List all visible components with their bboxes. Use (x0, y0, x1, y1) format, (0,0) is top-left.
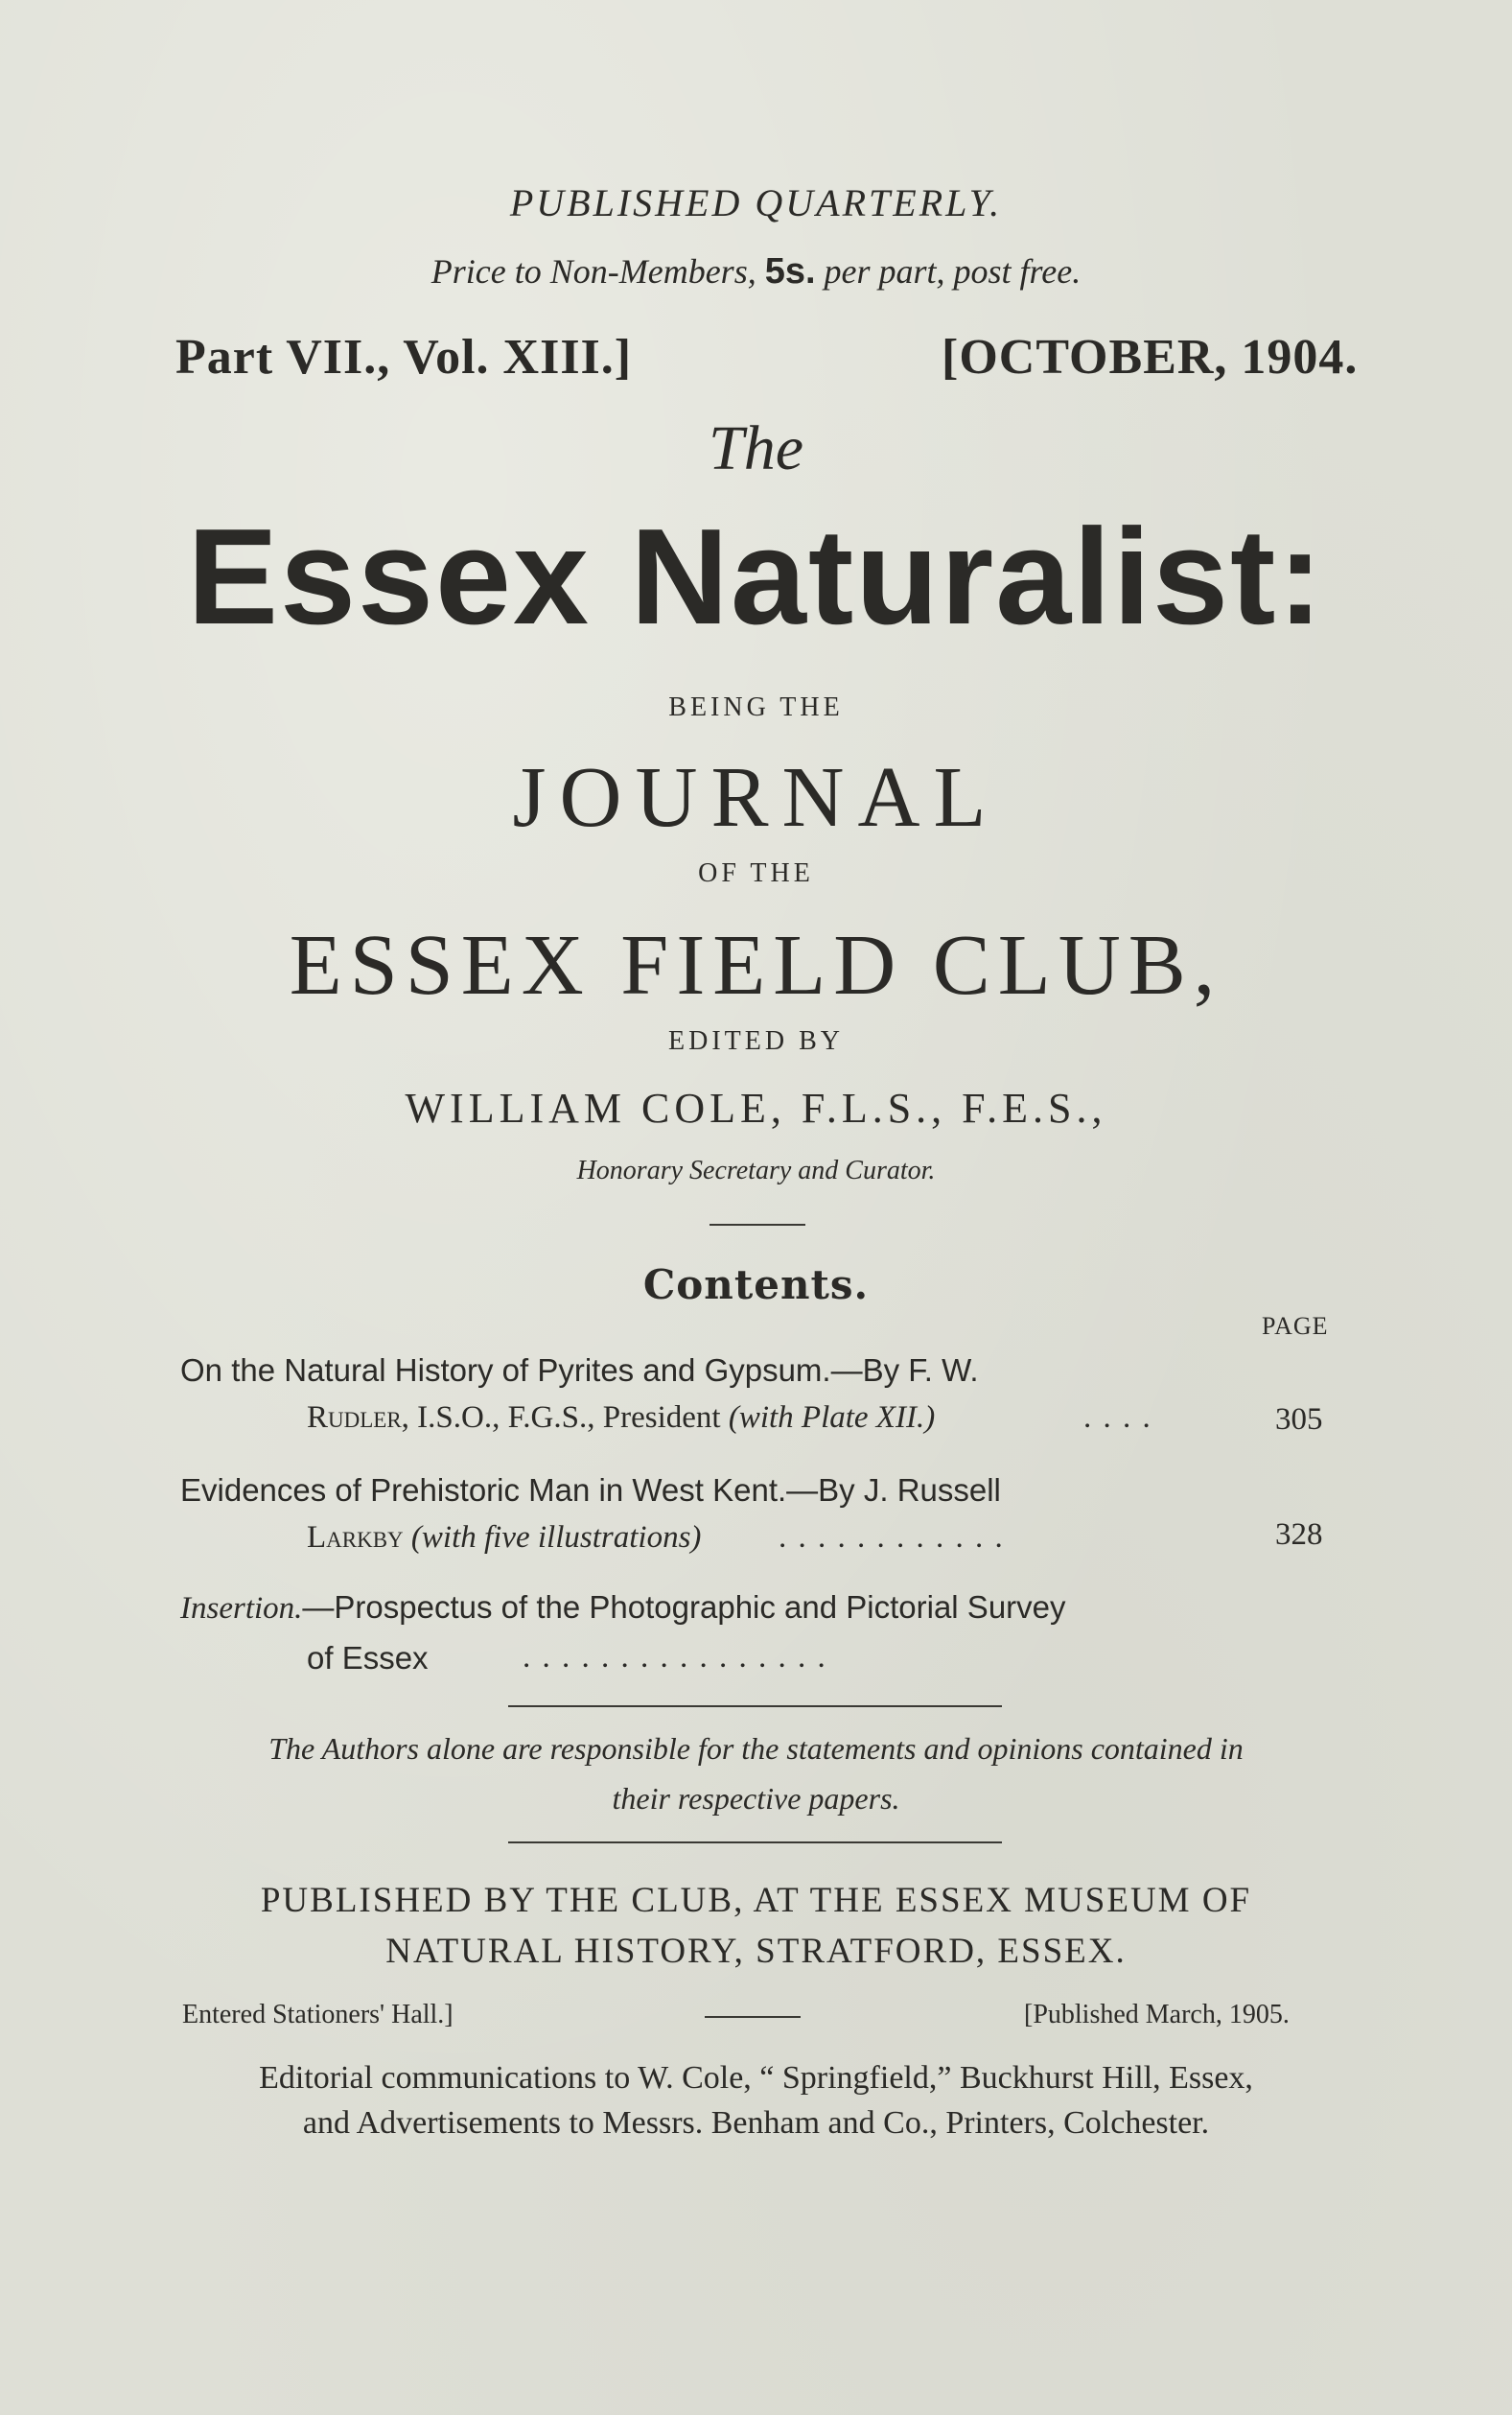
entry-1-role: President (602, 1400, 721, 1435)
issue-date: [OCTOBER, 1904. (942, 330, 1359, 385)
of-the-line: OF THE (698, 858, 814, 888)
entry-3-label: Insertion. (180, 1591, 303, 1626)
price-prefix: Price to Non-Members, (430, 252, 756, 291)
publication-date: [Published March, 1905. (1024, 2000, 1290, 2029)
contents-heading: Contents. (642, 1261, 870, 1308)
entry-1-leader-dots: . . . . (1083, 1400, 1152, 1435)
divider-rule-2 (508, 1841, 1002, 1843)
price-suffix: per part, post free. (824, 252, 1082, 291)
section-divider (709, 1224, 805, 1226)
entry-3-title: —Prospectus of the Photographic and Pictorial Survey (302, 1589, 1066, 1625)
contents-entry-2-line2 (307, 1520, 701, 1556)
editor-role: Honorary Secretary and Curator. (576, 1156, 936, 1185)
publisher-line-2: NATURAL HISTORY, STRATFORD, ESSEX. (385, 1932, 1127, 1971)
entry-2-leader-dots: . . . . . . . . . . . . (779, 1520, 1005, 1555)
club-name: ESSEX FIELD CLUB, (289, 918, 1223, 1013)
contents-entry-3-line1 (180, 1589, 1066, 1627)
being-the-line: BEING THE (668, 692, 844, 722)
divider-rule-1 (508, 1705, 1002, 1707)
entry-1-note: (with Plate XII.) (728, 1400, 936, 1435)
page-column-label: PAGE (1262, 1312, 1329, 1340)
entry-1-author: Rudler, I.S.O., F.G.S., (307, 1400, 595, 1435)
disclaimer-line-2: their respective papers. (612, 1781, 900, 1816)
part-volume: Part VII., Vol. XIII.] (175, 330, 633, 385)
editorial-line-2: and Advertisements to Messrs. Benham and Co., Printers, Colchester. (302, 2105, 1210, 2141)
entered-stationers-hall: Entered Stationers' Hall.] (182, 2000, 454, 2029)
title-the: The (709, 413, 803, 483)
entry-3-leader-dots: . . . . . . . . . . . . . . . . (523, 1640, 827, 1675)
entry-2-author: Larkby (307, 1520, 404, 1555)
footer-divider (705, 2016, 801, 2018)
contents-entry-3-line2: of Essex (307, 1640, 429, 1676)
price-amount: 5s. (764, 251, 816, 292)
journal-title: Essex Naturalist: (187, 501, 1325, 653)
publisher-line-1: PUBLISHED BY THE CLUB, AT THE ESSEX MUSEUM OF (260, 1881, 1252, 1920)
editorial-line-1: Editorial communications to W. Cole, “ Springfield,” Buckhurst Hill, Essex, (259, 2060, 1253, 2096)
contents-entry-1-line2 (307, 1400, 935, 1436)
price-line (0, 251, 1512, 293)
entry-1-page: 305 (1275, 1402, 1323, 1437)
journal-word: JOURNAL (512, 750, 1000, 845)
entry-2-page: 328 (1275, 1517, 1323, 1552)
edited-by-line: EDITED BY (668, 1026, 844, 1056)
entry-2-note: (with five illustrations) (410, 1520, 702, 1555)
contents-entry-1-line1: On the Natural History of Pyrites and Gypsum.—By F. W. (180, 1352, 979, 1388)
published-quarterly-line: PUBLISHED QUARTERLY. (509, 181, 1003, 224)
editor-name: WILLIAM COLE, F.L.S., F.E.S., (405, 1085, 1107, 1132)
disclaimer-line-1: The Authors alone are responsible for the statements and opinions contained in (268, 1731, 1244, 1766)
contents-entry-2-line1: Evidences of Prehistoric Man in West Kent.—By J. Russell (180, 1472, 1001, 1508)
